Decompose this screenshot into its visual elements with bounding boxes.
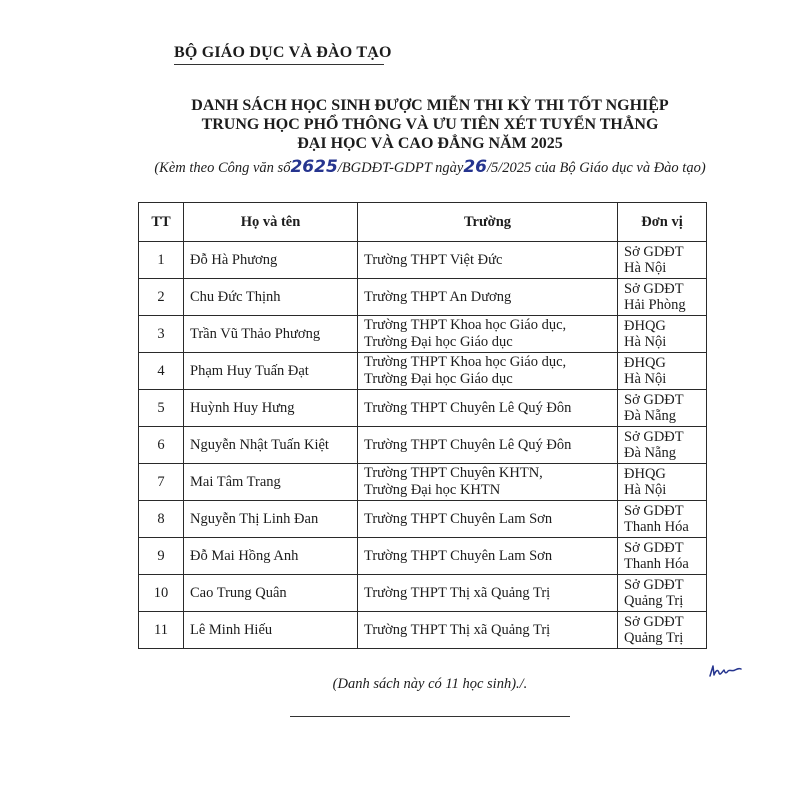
school-line-1: Trường THPT An Dương	[364, 288, 512, 305]
unit-line-2: Thanh Hóa	[624, 519, 689, 535]
school-cell	[358, 242, 618, 279]
table-row	[139, 612, 707, 649]
row-number: 3	[139, 316, 184, 353]
list-count-note: (Danh sách này có 11 học sinh)./.	[332, 676, 528, 692]
header-unit: Đơn vị	[618, 203, 707, 242]
title-line-3: ĐẠI HỌC VÀ CAO ĐẲNG NĂM 2025	[297, 135, 563, 152]
row-number: 6	[139, 427, 184, 464]
unit-line-2: Quảng Trị	[624, 593, 684, 609]
school-line-1: Trường THPT Khoa học Giáo dục,	[364, 354, 567, 370]
school-line-2: Trường Đại học KHTN	[364, 482, 501, 498]
school-cell	[358, 316, 618, 353]
row-number: 1	[139, 242, 184, 279]
school-line-1: Trường THPT Khoa học Giáo dục,	[364, 317, 567, 333]
unit-line-1: Sở GDĐT	[624, 540, 684, 556]
table-row	[139, 279, 707, 316]
school-line-1: Trường THPT Thị xã Quảng Trị	[364, 621, 551, 638]
unit-line-1: Sở GDĐT	[624, 614, 684, 630]
school-cell	[358, 538, 618, 575]
school-cell	[358, 427, 618, 464]
student-name: Mai Tâm Trang	[184, 464, 358, 501]
title-line-2: TRUNG HỌC PHỔ THÔNG VÀ ƯU TIÊN XÉT TUYỂN THẲNG	[201, 116, 659, 133]
student-name: Lê Minh Hiếu	[184, 612, 358, 649]
unit-line-2: Đà Nẵng	[624, 445, 676, 461]
table-row	[139, 242, 707, 279]
student-name: Phạm Huy Tuấn Đạt	[184, 353, 358, 390]
header-school: Trường	[358, 203, 618, 242]
unit-line-2: Đà Nẵng	[624, 408, 676, 424]
school-line-2: Trường Đại học Giáo dục	[364, 334, 513, 350]
school-line-1: Trường THPT Chuyên KHTN,	[364, 465, 543, 481]
header-name: Họ và tên	[184, 203, 358, 242]
student-name: Cao Trung Quân	[184, 575, 358, 612]
reference-middle: /BGDĐT-GDPT ngày	[337, 160, 464, 176]
school-cell	[358, 464, 618, 501]
unit-line-2: Hải Phòng	[624, 297, 686, 313]
student-name: Chu Đức Thịnh	[184, 279, 358, 316]
ministry-underline	[174, 64, 384, 65]
school-line-1: Trường THPT Thị xã Quảng Trị	[364, 584, 551, 601]
unit-cell	[618, 612, 707, 649]
school-line-1: Trường THPT Chuyên Lê Quý Đôn	[364, 399, 572, 416]
student-name: Nguyễn Nhật Tuấn Kiệt	[184, 427, 358, 464]
unit-line-1: Sở GDĐT	[624, 281, 684, 297]
table-row	[139, 353, 707, 390]
table-row	[139, 501, 707, 538]
table-row	[139, 316, 707, 353]
school-cell	[358, 353, 618, 390]
school-cell	[358, 279, 618, 316]
unit-cell	[618, 501, 707, 538]
row-number: 7	[139, 464, 184, 501]
table-header-row	[139, 203, 707, 242]
unit-line-1: Sở GDĐT	[624, 392, 684, 408]
table-body	[139, 242, 707, 649]
unit-cell	[618, 390, 707, 427]
table-row	[139, 427, 707, 464]
row-number: 2	[139, 279, 184, 316]
school-cell	[358, 390, 618, 427]
unit-cell	[618, 575, 707, 612]
document-reference	[120, 157, 740, 177]
row-number: 5	[139, 390, 184, 427]
row-number: 9	[139, 538, 184, 575]
student-name: Đỗ Hà Phương	[184, 242, 358, 279]
row-number: 10	[139, 575, 184, 612]
header-tt: TT	[139, 203, 184, 242]
school-line-1: Trường THPT Chuyên Lam Sơn	[364, 510, 553, 527]
school-line-1: Trường THPT Việt Đức	[364, 251, 503, 268]
unit-line-1: Sở GDĐT	[624, 503, 684, 519]
title-line-1: DANH SÁCH HỌC SINH ĐƯỢC MIỄN THI KỲ THI TỐT NGHIỆP	[191, 97, 669, 114]
school-line-2: Trường Đại học Giáo dục	[364, 371, 513, 387]
table-row	[139, 390, 707, 427]
unit-line-2: Hà Nội	[624, 334, 667, 350]
unit-line-1: ĐHQG	[624, 318, 666, 334]
unit-line-2: Quảng Trị	[624, 630, 684, 646]
unit-line-1: ĐHQG	[624, 355, 666, 371]
handwritten-initials	[708, 660, 742, 680]
ministry-name: BỘ GIÁO DỤC VÀ ĐÀO TẠO	[174, 44, 392, 61]
row-number: 8	[139, 501, 184, 538]
unit-cell	[618, 427, 707, 464]
school-line-1: Trường THPT Chuyên Lê Quý Đôn	[364, 436, 572, 453]
school-line-1: Trường THPT Chuyên Lam Sơn	[364, 547, 553, 564]
student-table	[138, 202, 707, 649]
unit-cell	[618, 353, 707, 390]
document-title	[120, 96, 740, 153]
handwritten-doc-number: 2625	[290, 157, 338, 177]
reference-prefix: (Kèm theo Công văn số	[154, 160, 291, 176]
student-name: Trần Vũ Thảo Phương	[184, 316, 358, 353]
school-cell	[358, 575, 618, 612]
unit-cell	[618, 242, 707, 279]
student-name: Nguyễn Thị Linh Đan	[184, 501, 358, 538]
row-number: 4	[139, 353, 184, 390]
row-number: 11	[139, 612, 184, 649]
student-name: Huỳnh Huy Hưng	[184, 390, 358, 427]
end-separator	[290, 716, 570, 717]
unit-line-1: Sở GDĐT	[624, 429, 684, 445]
unit-line-2: Hà Nội	[624, 260, 667, 276]
school-cell	[358, 501, 618, 538]
table-row	[139, 538, 707, 575]
unit-line-2: Thanh Hóa	[624, 556, 689, 572]
unit-cell	[618, 538, 707, 575]
unit-line-1: ĐHQG	[624, 466, 666, 482]
unit-cell	[618, 464, 707, 501]
school-cell	[358, 612, 618, 649]
unit-cell	[618, 316, 707, 353]
student-name: Đỗ Mai Hồng Anh	[184, 538, 358, 575]
unit-line-1: Sở GDĐT	[624, 577, 684, 593]
unit-line-1: Sở GDĐT	[624, 244, 684, 260]
reference-suffix: /5/2025 của Bộ Giáo dục và Đào tạo)	[486, 160, 706, 176]
unit-line-2: Hà Nội	[624, 371, 667, 387]
table-row	[139, 575, 707, 612]
unit-cell	[618, 279, 707, 316]
table-row	[139, 464, 707, 501]
initials-stroke	[710, 666, 741, 676]
unit-line-2: Hà Nội	[624, 482, 667, 498]
handwritten-day: 26	[463, 157, 487, 177]
